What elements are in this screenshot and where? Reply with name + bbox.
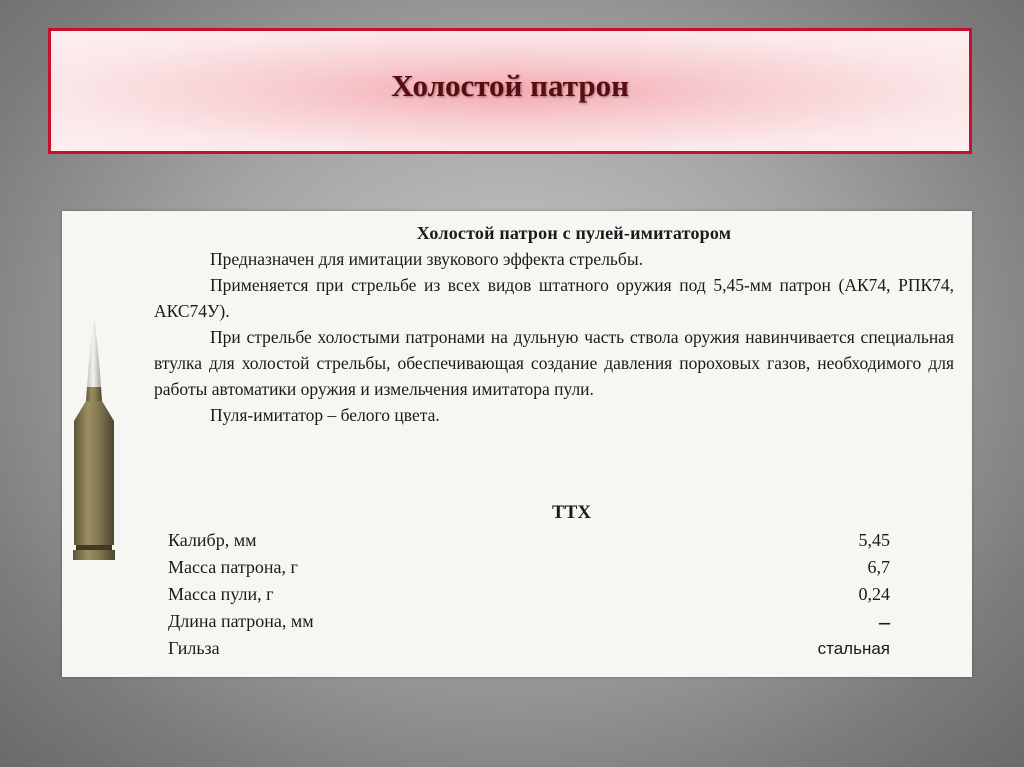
- ttx-label: Калибр, мм: [168, 530, 257, 550]
- description-text: [154, 223, 954, 428]
- ttx-row-case: [168, 635, 890, 662]
- ttx-row-cartridge-length: [168, 608, 890, 635]
- paragraph-purpose: Предназначен для имитации звукового эффекта стрельбы.: [210, 249, 643, 269]
- ttx-table: [168, 527, 890, 662]
- ttx-label: Масса пули, г: [168, 584, 274, 604]
- ttx-value: 0,24: [858, 584, 890, 604]
- ttx-row-bullet-mass: [168, 581, 890, 608]
- cartridge-image: [66, 307, 122, 567]
- ttx-label: Длина патрона, мм: [168, 611, 314, 631]
- slide-title: Холостой патрон: [391, 68, 629, 103]
- ttx-value: –: [879, 609, 890, 634]
- ttx-value: стальная: [817, 639, 890, 658]
- ttx-label: Гильза: [168, 638, 220, 658]
- ttx-row-cartridge-mass: [168, 554, 890, 581]
- content-panel: [62, 211, 972, 677]
- panel-heading: Холостой патрон с пулей-имитатором: [416, 223, 732, 243]
- ttx-label: Масса патрона, г: [168, 557, 298, 577]
- paragraph-usage: Применяется при стрельбе из всех видов штатного оружия под 5,45-мм патрон (АК74, РПК74, АКС74У).: [154, 275, 954, 321]
- paragraph-sleeve: При стрельбе холостыми патронами на дульную часть ствола оружия навинчивается специальная втулка для холостой стрельбы, обеспечивающая создание давления пороховых газов, необходимого для работы автоматики оружия и измельчения имитатора пули.: [154, 327, 954, 399]
- ttx-value: 5,45: [858, 530, 890, 550]
- paragraph-bullet-color: Пуля-имитатор – белого цвета.: [210, 405, 440, 425]
- ttx-row-caliber: [168, 527, 890, 554]
- title-box: [48, 28, 972, 154]
- ttx-value: 6,7: [867, 557, 890, 577]
- ttx-title: ТТХ: [552, 502, 592, 523]
